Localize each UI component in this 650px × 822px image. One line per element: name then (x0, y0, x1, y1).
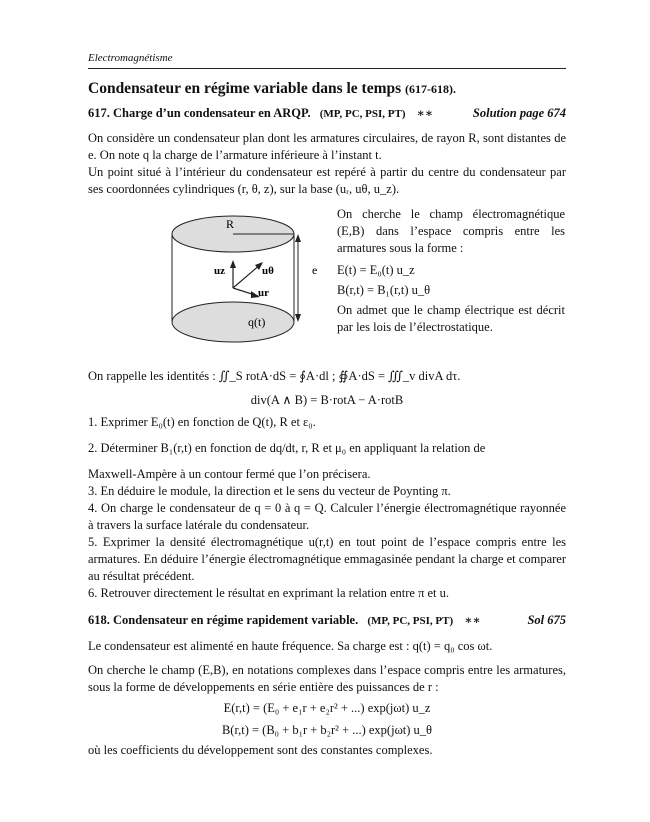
header-rule (88, 68, 566, 69)
question-5: 5. Exprimer la densité électromagnétique u(r,t) en tout point de l’espace compris entre les armatures. En déduire l’énergie électromagnétique emmagasinée pendant la charge et comparer au résultat précédent. (88, 535, 566, 583)
question-6: 6. Retrouver directement le résultat en exprimant la relation entre π et u. (88, 586, 450, 600)
question-2b: Maxwell-Ampère à un contour fermé que l’on précisera. (88, 467, 371, 481)
label-qt: q(t) (248, 315, 266, 329)
identities: On rappelle les identités : ∬_S rotA·dS = ∮A·dl ; ∯A·dS = ∭_v divA dτ. (88, 369, 461, 383)
div-identity: div(A ∧ B) = B·rotA − A·rotB (250, 393, 404, 407)
exercise-618-heading (88, 613, 566, 628)
exercise-618-stars: ∗∗ (464, 613, 481, 627)
right-text-2: On admet que le champ électrique est décrit par les lois de l’électrostatique. (337, 303, 565, 334)
section-title (88, 80, 456, 98)
exercise-617-intro-1: On considère un condensateur plan dont les armatures circulaires, de rayon R, sont distantes de e. On note q la charge de l’armature inférieure à l’instant t. (88, 131, 566, 162)
section-title-ref: (617-618). (405, 82, 457, 96)
capacitor-figure (148, 212, 338, 362)
running-header: Electromagnétisme (88, 52, 173, 64)
exercise-618-title: 618. Condensateur en régime rapidement variable. (88, 613, 359, 627)
exercise-618-p2: On cherche le champ (E,B), en notations complexes dans l’espace compris entre les armatures, sous la forme de développements en série entière des puissances de r : (88, 663, 566, 694)
label-utheta: uθ (262, 265, 274, 277)
right-text-1: On cherche le champ électromagnétique (E,B) dans l’espace compris entre les armatures sous la forme : (337, 207, 565, 255)
label-R: R (226, 217, 235, 231)
label-e: e (312, 263, 318, 277)
exercise-617-intro-2: Un point situé à l’intérieur du condensateur est repéré à partir du centre du condensateur par ses coordonnées cylindriques (r, θ, z), sur la base (uᵣ, uθ, u_z). (88, 165, 566, 196)
exercise-617-solution-link[interactable]: Solution page 674 (472, 106, 566, 120)
exercise-617-title: 617. Charge d’un condensateur en ARQP. (88, 106, 311, 120)
question-1: 1. Exprimer E₀(t) en fonction de Q(t), R et ε₀. (88, 415, 316, 429)
section-title-text: Condensateur en régime variable dans le temps (88, 80, 402, 97)
exercise-618-eqB: B(r,t) = (B₀ + b₁r + b₂r² + ...) exp(jωt) u_θ (221, 723, 433, 737)
exercise-618-p1: Le condensateur est alimenté en haute fréquence. Sa charge est : q(t) = q₀ cos ωt. (88, 639, 493, 653)
question-2a: 2. Déterminer B₁(r,t) en fonction de dq/dt, r, R et μ₀ en appliquant la relation de (88, 441, 486, 455)
uz-arrow-head (230, 260, 236, 268)
exercise-617-tags: (MP, PC, PSI, PT) (319, 108, 406, 120)
equation-E: E(t) = E₀(t) u_z (337, 263, 415, 277)
equation-B: B(r,t) = B₁(r,t) u_θ (337, 283, 431, 297)
exercise-618-p3: où les coefficients du développement sont des constantes complexes. (88, 743, 433, 757)
exercise-617-stars: ∗∗ (416, 106, 434, 120)
e-arrow-head-top (295, 234, 301, 242)
label-uz: uz (214, 265, 225, 277)
question-4: 4. On charge le condensateur de q = 0 à q = Q. Calculer l’énergie électromagnétique rayonnée à travers la surface latérale du condensateur. (88, 501, 566, 532)
label-ur: ur (258, 287, 269, 299)
exercise-618-solution-link[interactable]: Sol 675 (527, 613, 566, 627)
exercise-617-heading (88, 106, 566, 121)
exercise-618-eqE: E(r,t) = (E₀ + e₁r + e₂r² + ...) exp(jωt) u_z (223, 701, 431, 715)
utheta-vector (233, 264, 261, 288)
bottom-plate (172, 302, 294, 342)
exercise-618-tags: (MP, PC, PSI, PT) (367, 615, 454, 627)
question-3: 3. En déduire le module, la direction et le sens du vecteur de Poynting π. (88, 484, 451, 498)
e-arrow-head-bottom (295, 314, 301, 322)
